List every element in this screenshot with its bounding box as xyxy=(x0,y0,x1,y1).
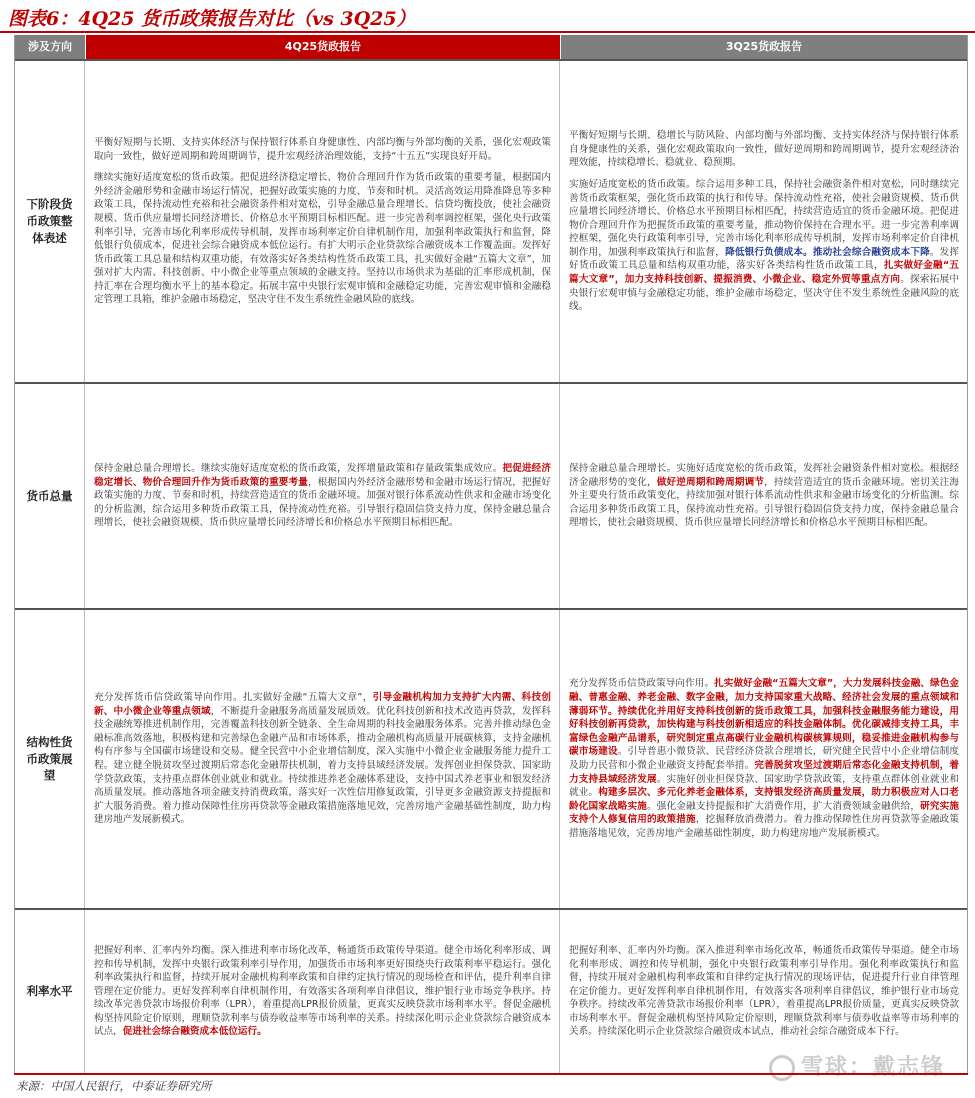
highlighted-text: 完善脱贫攻坚过渡期后常态化金融支持机制，着力支持县域经济发展 xyxy=(569,760,960,785)
highlighted-text: 研究实施支持个人修复信用的政策措施 xyxy=(569,800,960,826)
body-text: 。强化金融支持提振和扩大消费作用，扩大消费领域金融供给， xyxy=(647,800,921,812)
cell-paragraph xyxy=(569,677,959,840)
table-row-interest-rate xyxy=(15,908,967,1073)
body-text: 平衡好短期与长期、支持实体经济与保持银行体系自身健康性、内部均衡与外部均衡的关系，强化宏观政策取向一致性，做好逆周期和跨周期调节，提升宏观经济治理效能，支持“十五五”实现良好开局。 xyxy=(94,136,551,162)
highlighted-text: 把促进经济稳定增长、物价合理回升作为货币政策的重要考量 xyxy=(94,463,551,488)
cell-paragraph xyxy=(94,136,551,163)
cell-paragraph xyxy=(94,171,551,307)
row-label: 下阶段货币政策整体表述 xyxy=(15,61,85,382)
highlighted-text: 扎实做好金融“五篇大文章”，大力发展科技金融、绿色金融、普惠金融、养老金融、数字金融，加力支持国家重大战略、经济社会发展的重点领域和薄弱环节。持续优化并用好支持科技创新的货币政策工具，加强科技金融服务能力建设，用好科技创新再贷款，加快构建与科技创新相适应的科技金融体制。优化碳减排支持工具，丰富绿色金融产品谱系，研究制定重点高碳行业金融机构碳核算规则，稳妥推进金融机构参与碳市场建设 xyxy=(569,678,959,758)
header-3q25: 3Q25货政报告 xyxy=(560,35,967,59)
body-text: 。探索拓展中央银行宏观审慎与金融稳定功能，维护金融市场稳定，坚决守住不发生系统性金融风险的底线。 xyxy=(569,274,960,313)
body-text: ，不断提升金融服务高质量发展质效。优化科技创新和技术改造再贷款，发挥科技金融统筹推进机制作用，完善覆盖科技创新全链条、全生命周期的科技金融服务体系。完善并推动绿色金融标准高效落地，积极构建和完善绿色金融产品和市场体系，推动金融机构高质量开展碳核算，支持金融机构有序参与全国碳市场建设和交易。健全民营中小企业增信制度，深入实施中小微企业金融服务能力提升工程。建立健全脱贫攻坚过渡期后常态化金融帮扶机制，着力支持县域经济发展。发挥创业担保贷款、国家助学贷款政策，支持重点群体创业就业和就业。持续推进养老金融体系建设，支持中国式养老事业和银发经济高质量发展。推动落地各项金融支持消费政策，落实好一次性信用修复政策，引导更多金融资源支持提振和扩大服务消费。着力推动保障性住房再贷款等金融政策措施落地见效，完善房地产金融基础性制度，助力构建房地产发展新模式。 xyxy=(94,705,552,826)
cell-paragraph xyxy=(569,129,959,170)
highlighted-text: 引导金融机构加力支持扩大内需、科技创新、中小微企业等重点领域 xyxy=(94,692,551,717)
row-label: 货币总量 xyxy=(15,384,85,608)
body-text: 继续实施好适度宽松的货币政策。把促进经济稳定增长、物价合理回升作为货币政策的重要考量，根据国内外经济金融形势和金融市场运行情况，把握好政策实施的力度、节奏和时机。灵活高效运用降准降息等多种政策工具，保持流动性充裕和社会融资条件相对宽松，引导金融总量合理增长、信贷均衡投放，使社会融资规模、货币供应量增长同经济增长、价格总水平预期目标相匹配。进一步完善利率调控框架，强化央行政策利率引导，完善市场化利率形成传导机制，发挥市场利率定价自律机制作用，加强利率政策执行和监督，降低银行负债成本，促进社会综合融资成本低位运行。有扩大明示企业贷款综合融资成本工作覆盖面。发挥好货币政策工具总量和结构双重功能，有效落实好各类结构性货币政策工具，扎实做好金融“五篇大文章”，加强对扩大内需、科技创新、中小微企业等重点领域的金融支持。坚持以市场供求为基础的汇率形成机制，保持汇率在合理均衡水平上的基本稳定。拓展丰富中央银行宏观审慎和金融稳定功能，完善宏观审慎和金融稳定管理工具箱，维护金融市场稳定，坚决守住不发生系统性金融风险的底线。 xyxy=(94,172,551,306)
body-text: ，挖掘释放消费潜力。着力推动保障性住房再贷款等金融政策措施落地见效，完善房地产金融基础性制度，助力构建房地产发展新模式。 xyxy=(569,814,960,839)
cell-4q25 xyxy=(86,384,560,608)
highlighted-text: 扎实做好金融“五篇大文章”，加力支持科技创新、提振消费、小微企业、稳定外贸等重点方向 xyxy=(569,260,960,286)
figure-title-bar xyxy=(0,0,975,33)
watermark-text: 雪球：戴志锋 xyxy=(800,1055,945,1080)
body-text: 充分发挥货币信贷政策导向作用。 xyxy=(569,678,715,690)
table-header xyxy=(15,35,967,59)
title-divider xyxy=(0,31,975,33)
cell-paragraph xyxy=(94,944,551,1039)
cell-paragraph xyxy=(94,462,551,530)
body-text: 平衡好短期与长期、稳增长与防风险、内部均衡与外部均衡、支持实体经济与保持银行体系自身健康性的关系，强化宏观政策取向一致性，做好逆周期和跨周期调节，提升宏观经济治理效能，持续稳增长、稳就业、稳预期。 xyxy=(569,130,959,169)
cell-paragraph xyxy=(569,462,959,530)
comparison-table xyxy=(14,35,968,1073)
cell-3q25 xyxy=(561,910,967,1073)
source-note: 来源：中国人民银行，中泰证券研究所 xyxy=(14,1073,968,1098)
body-text: 保持金融总量合理增长。实施好适度宽松的货币政策，发挥社会融资条件相对宽松。根据经济金融形势的变化， xyxy=(569,463,959,488)
cell-4q25 xyxy=(86,910,560,1073)
row-label: 利率水平 xyxy=(15,910,85,1073)
header-4q25: 4Q25货政报告 xyxy=(85,35,560,59)
body-text: 保持金融总量合理增长。继续实施好适度宽松的货币政策，发挥增量政策和存量政策集成效应。 xyxy=(94,463,503,475)
body-text: 实施好适度宽松的货币政策。综合运用多种工具，保持社会融资条件相对宽松，同时继续完善货币政策框架，强化货币政策的执行和传导。保持流动性充裕，使社会融资规模、货币供应量增长同经济增长、价格总水平预期目标相匹配，持续营造适宜的货币金融环境。把促进物价合理回升作为把握货币政策的重要考量，推动物价保持在合理水平。进一步完善利率调控框架，强化央行政策利率引导，完善市场化利率形成传导机制，发挥市场利率定价自律机制作用，加强利率政策执行和监督， xyxy=(569,178,959,258)
body-text: 。实施好创业担保贷款、国家助学贷款政策，支持重点群体创业就业和就业。 xyxy=(569,773,960,799)
body-text: ，根据国内外经济金融形势和金融市场运行情况，把握好政策实施的力度、节奏和时机，持续营造适宜的货币金融环境。加强对银行体系流动性供求和金融市场变化的分析监测，综合运用多种货币政策工具，保持流动性充裕。引导银行稳固信贷支持力度，保持金融总量合理增长，使社会融资规模、货币供应量增长同经济增长和价格总水平预期目标相匹配。 xyxy=(94,476,552,529)
highlighted-text: 促进社会综合融资成本低位运行。 xyxy=(122,1026,267,1038)
table-row-money-supply xyxy=(15,382,967,608)
cell-paragraph xyxy=(569,178,959,314)
cell-paragraph xyxy=(94,691,551,827)
cell-3q25 xyxy=(561,610,967,908)
highlighted-text: 做好逆周期和跨周期调节 xyxy=(656,476,765,488)
cell-3q25 xyxy=(561,384,967,608)
cell-3q25 xyxy=(561,61,967,382)
body-text: 把握好利率、汇率内外均衡。深入推进利率市场化改革，畅通货币政策传导渠道。健全市场化利率形成、调控和传导机制，发挥中央银行政策利率引导作用，加强货币市场利率更好围绕央行政策利率平稳运行。强化利率政策执行和监督，持续开展对金融机构利率政策和自律约定执行情况的现场检查和评估，提升利率自律管理在定价能力。更好发挥利率自律机制作用，有效落实各项利率自律倡议，维护银行业市场竞争秩序。持续改革完善贷款市场报价利率（LPR），着重提高LPR报价质量，更真实反映贷款市场利率水平。督促金融机构坚持风险定价原则，理顺贷款利率与债券收益率等市场利率的关系。持续深化明示企业贷款综合融资成本试点， xyxy=(94,944,551,1038)
figure-title: 图表6：4Q25 货币政策报告对比（vs 3Q25） xyxy=(8,8,416,30)
highlighted-text: 构建多层次、多元化养老金融体系，支持银发经济高质量发展，助力积极应对人口老龄化国家战略实施 xyxy=(569,787,960,812)
body-text: 充分发挥货币信贷政策导向作用。扎实做好金融“五篇大文章”， xyxy=(94,692,373,704)
row-label: 结构性货币政策展望 xyxy=(15,610,85,908)
body-text: 。发挥好货币政策工具总量和结构双重功能，落实好各类结构性货币政策工具， xyxy=(569,246,960,272)
body-text: 把握好利率、汇率内外均衡。深入推进利率市场化改革，畅通货币政策传导渠道。健全市场化利率形成、调控和传导机制，强化中央银行政策利率引导作用。强化利率政策执行和监督，持续开展对金融机构利率政策和自律约定执行情况的现场评估，促进提升行业自律管理在定价能力。更好发挥利率自律机制作用，有效落实各项利率自律倡议，维护银行业市场竞争秩序。持续改革完善贷款市场报价利率（LPR），着重提高LPR报价质量，更真实反映贷款市场利率水平。督促金融机构坚持风险定价原则，理顺贷款利率与债券收益率等市场利率的关系。持续深化明示企业贷款综合融资成本试点，推动社会综合融资成本下行。 xyxy=(569,944,959,1038)
cell-4q25 xyxy=(86,610,560,908)
highlighted-text: 降低银行负债成本。推动社会综合融资成本下降 xyxy=(725,246,930,258)
table-row-structural xyxy=(15,608,967,908)
table-row-overall xyxy=(15,59,967,382)
body-text: ，持续营造适宜的货币金融环境。密切关注海外主要央行货币政策变化，持续加强对银行体系流动性供求和金融市场变化的分析监测。综合运用多种货币政策工具，保持流动性充裕。引导银行稳固信贷支持力度，保持金融总量合理增长，使社会融资规模、货币供应量增长同经济增长和价格总水平预期目标相匹配。 xyxy=(569,476,960,529)
body-text: 。引导普惠小微贷款、民营经济贷款合理增长，研究健全民营中小企业增信制度及助力民营和小微企业融资支持配套举措。 xyxy=(569,746,960,771)
cell-4q25 xyxy=(86,61,560,382)
cell-paragraph xyxy=(569,944,959,1039)
header-direction: 涉及方向 xyxy=(15,35,85,59)
